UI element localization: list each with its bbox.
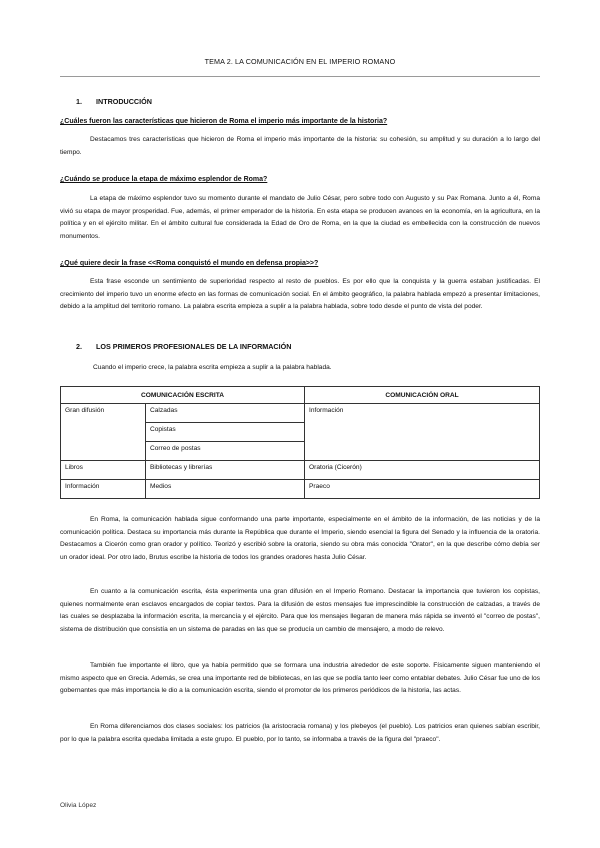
title-divider [60, 76, 540, 77]
cell-bibliotecas: Bibliotecas y librerías [146, 461, 305, 480]
question-3: ¿Qué quiere decir la frase <<Roma conquistó el mundo en defensa propia>>? [60, 260, 319, 267]
cell-oratoria: Oratoria (Cicerón) [305, 461, 540, 480]
question-2: ¿Cuándo se produce la etapa de máximo esplendor de Roma? [60, 176, 268, 183]
table-row [61, 404, 540, 423]
header-written: COMUNICACIÓN ESCRITA [61, 387, 305, 404]
cell-medios: Medios [146, 480, 305, 499]
table-header-row [61, 387, 540, 404]
section-1-number: 1. [76, 97, 82, 106]
cell-informacion-oral: Información [305, 404, 540, 461]
page-title: TEMA 2. LA COMUNICACIÓN EN EL IMPERIO ROMANO [204, 57, 396, 66]
table-row [61, 480, 540, 499]
section-1-heading [60, 97, 152, 106]
page-footer-author: Olivia López [60, 802, 97, 809]
cell-correo-postas: Correo de postas [146, 442, 305, 461]
paragraph-2: La etapa de máximo esplendor tuvo su momento durante el mandato de Julio César, pero sobre todo con Augusto y su Pax Romana. Junto a él, Roma vivió su etapa de mayor prosperidad. Fue, además, el primer emperador de la historia. En esta etapa se producen avances en la economía, en la agricultura, en la política y en el ejército militar. En el ámbito cultural fue considerada la Edad de Oro de Roma, en la que la ciudad es embellecida con la construcción de nuevos monumentos. [60, 195, 540, 240]
cell-calzadas: Calzadas [146, 404, 305, 423]
cell-informacion: Información [61, 480, 146, 499]
paragraph-7: En Roma diferenciamos dos clases sociales: los patricios (la aristocracia romana) y los plebeyos (el pueblo). Los patricios eran quienes sabían escribir, por lo que la palabra escrita quedaba limitada a este grupo. El pueblo, por lo tanto, se informaba a través de la figura del "praeco". [60, 723, 540, 743]
paragraph-3: Esta frase esconde un sentimiento de superioridad respecto al resto de pueblos. Es por ello que la conquista y la guerra estaban justificadas. El crecimiento del imperio tuvo un enorme efecto en las formas de comunicación social. En el ámbito geográfico, la palabra hablada empezó a presentar limitaciones, debido a la amplitud del territorio romano. La palabra escrita empieza a suplir a la palabra hablada, sobre todo desde el punto de vista del poder. [60, 278, 540, 311]
cell-praeco: Praeco [305, 480, 540, 499]
section-2-heading [60, 342, 291, 351]
section-1-title: INTRODUCCIÓN [96, 97, 152, 106]
question-1: ¿Cuáles fueron las características que hicieron de Roma el imperio más importante de la historia? [60, 118, 388, 125]
header-oral: COMUNICACIÓN ORAL [305, 387, 540, 404]
cell-copistas: Copistas [146, 423, 305, 442]
paragraph-6: También fue importante el libro, que ya había permitido que se formara una industria alrededor de este soporte. Físicamente siguen manteniendo el mismo aspecto que en Grecia. Además, se crea una importante red de bibliotecas, en las que se podía tanto leer como entablar debates. Julio César fue uno de los gobernantes que más importancia le dio a la comunicación escrita, siendo el promotor de los primeros periódicos de la historia, las actas. [60, 662, 540, 695]
section-2-title: LOS PRIMEROS PROFESIONALES DE LA INFORMACIÓN [96, 342, 292, 351]
table-row [61, 461, 540, 480]
cell-libros: Libros [61, 461, 146, 480]
section-2-number: 2. [76, 342, 82, 351]
paragraph-5: En cuanto a la comunicación escrita, ésta experimenta una gran difusión en el Imperio Romano. Destacar la importancia que tuvieron los copistas, quienes normalmente eran esclavos encargados de copiar textos. Para la difusión de estos mensajes fue imprescindible la construcción de calzadas, a través de las cuales se desplazaba la información escrita, la mercancía y el ejército. Para que los mensajes llegaran de manera más rápida se inventó el "correo de postas", sistema de distribución que consistía en un sistema de paradas en las que se producía un cambio de mensajero, a modo de relevo. [60, 588, 540, 633]
paragraph-1: Destacamos tres características que hicieron de Roma el imperio más importante de la historia: su cohesión, su amplitud y su duración a lo largo del tiempo. [60, 136, 540, 156]
cell-gran-difusion: Gran difusión [61, 404, 146, 461]
section-2-intro: Cuando el imperio crece, la palabra escrita empieza a suplir a la palabra hablada. [93, 364, 332, 371]
paragraph-4: En Roma, la comunicación hablada sigue conformando una parte importante, especialmente en el ámbito de la información, de las noticias y de la comunicación política. Destaca su importancia más durante la República que durante el Imperio, siendo esencial la figura del Senado y la influencia de la oratoria. Destacamos a Cicerón como gran orador y político. Teorizó y escribió sobre la oratoria, siendo su obra más conocida "Orator", en la que describe cómo debía ser un orador ideal. Por otro lado, Brutus escribe la historia de todos los grandes oradores hasta Julio César. [60, 516, 540, 561]
communication-table [60, 386, 540, 499]
